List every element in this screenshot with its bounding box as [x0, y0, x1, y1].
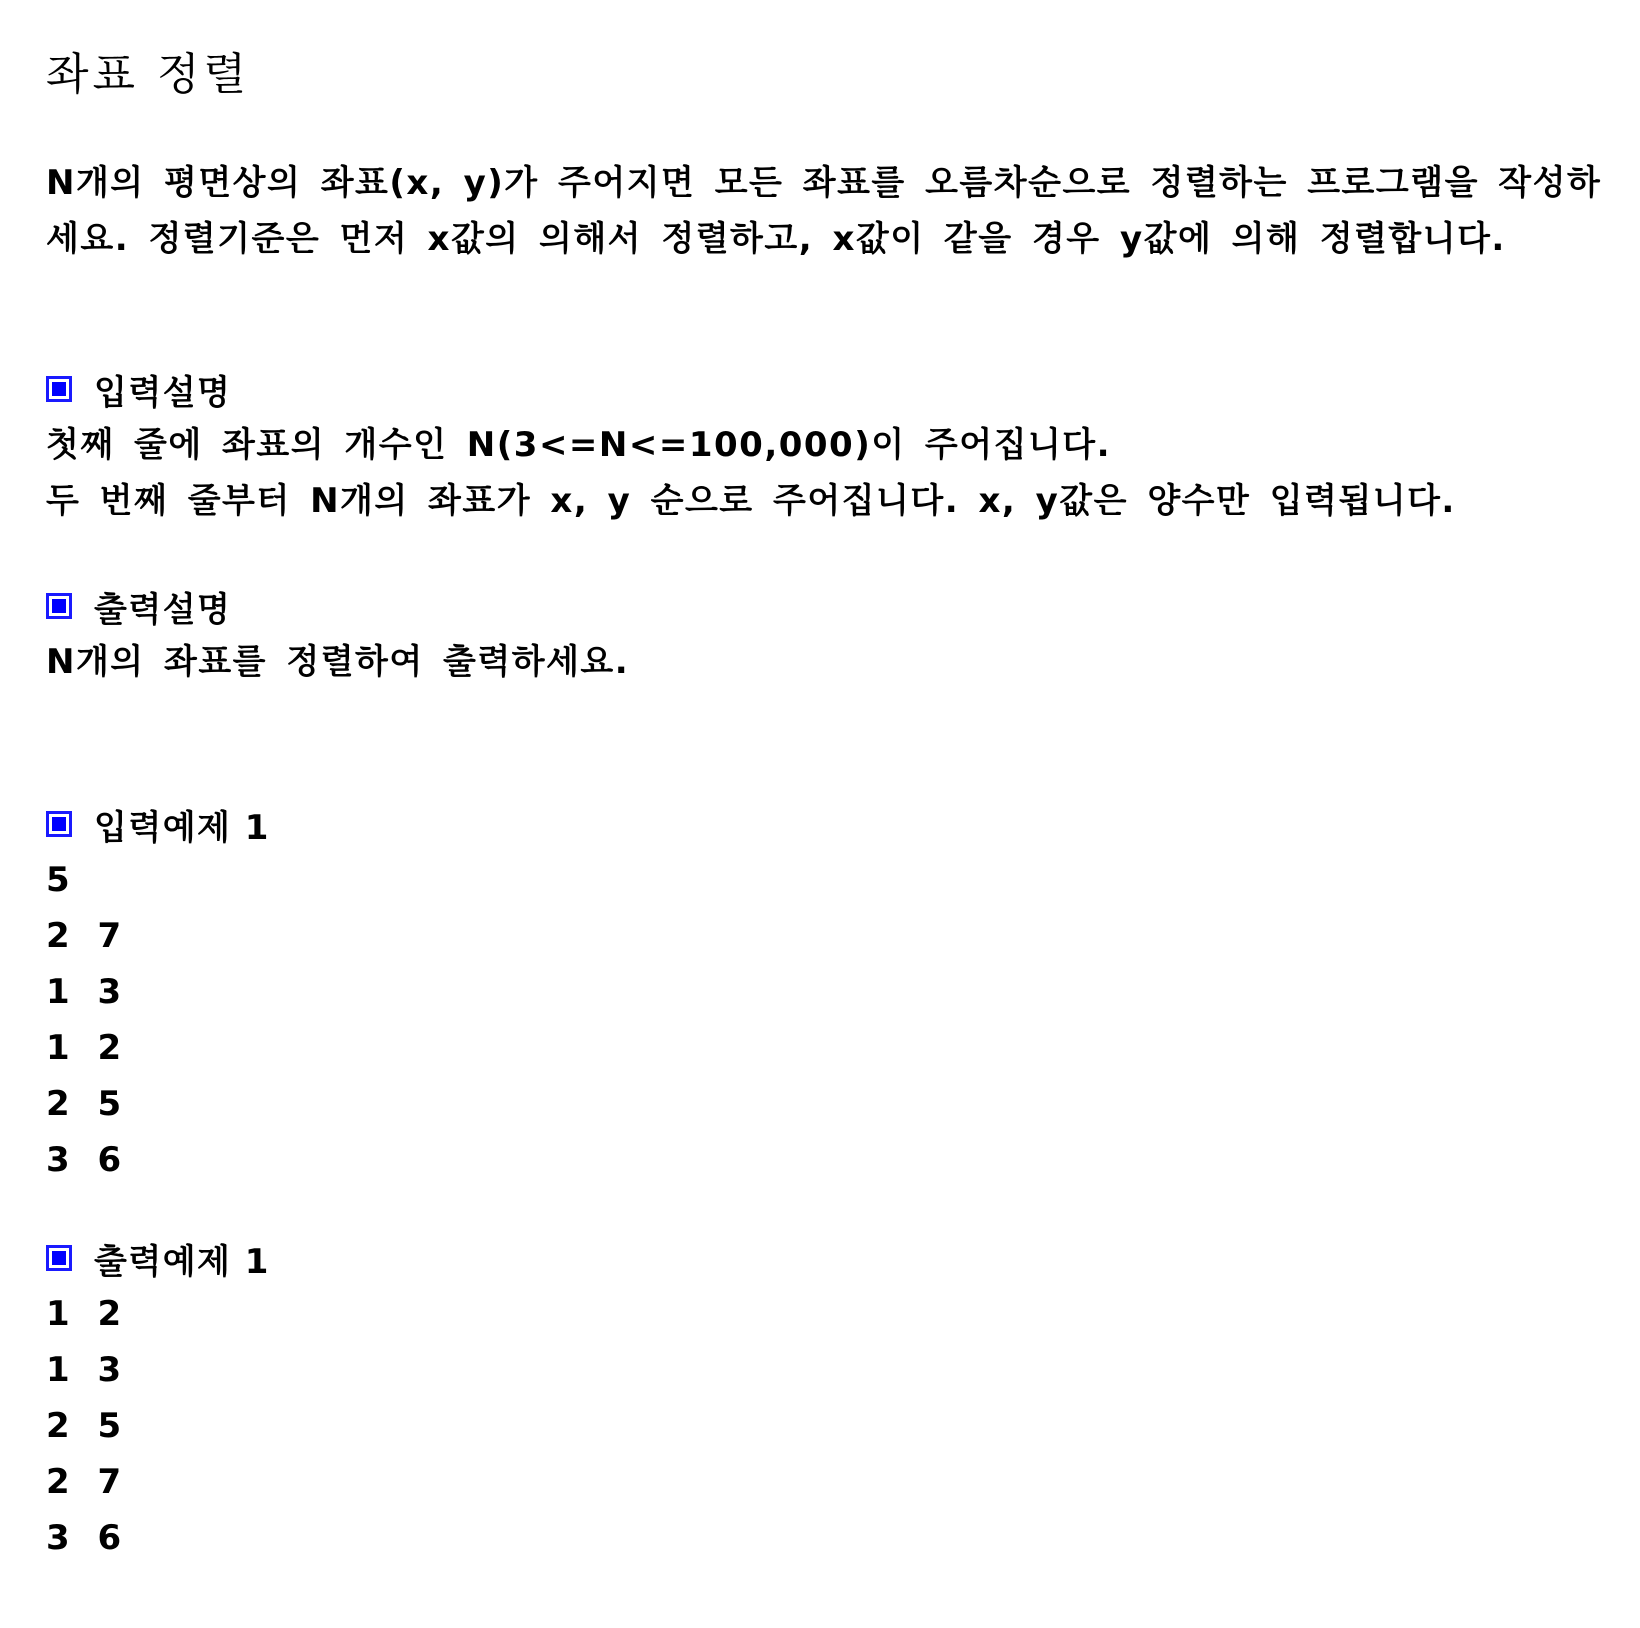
section-heading-label: 출력예제 1: [94, 1241, 270, 1282]
problem-title: 좌표 정렬: [46, 49, 251, 101]
output-description-section: [46, 578, 1616, 690]
input-example-line: 1 3: [46, 972, 128, 1012]
input-description-line: 두 번째 줄부터 N개의 좌표가 x, y 순으로 주어집니다. x, y값은 양수만 입력됩니다.: [46, 481, 1456, 521]
section-heading: [46, 796, 1616, 852]
input-example-section: [46, 796, 1616, 1188]
blue-square-bullet-icon: [46, 811, 72, 837]
input-example-line: 1 2: [46, 1028, 128, 1068]
output-description-line: N개의 좌표를 정렬하여 출력하세요.: [46, 642, 630, 682]
blue-square-bullet-icon: [46, 593, 72, 619]
output-example-line: 1 2: [46, 1294, 128, 1334]
problem-description: [46, 155, 1616, 267]
input-example-line: 2 5: [46, 1084, 128, 1124]
section-heading: [46, 578, 1616, 634]
input-example-line: 5: [46, 860, 76, 900]
output-example-line: 1 3: [46, 1350, 128, 1390]
blue-square-bullet-icon: [46, 376, 72, 402]
input-description-line: 첫째 줄에 좌표의 개수인 N(3<=N<=100,000)이 주어집니다.: [46, 425, 1112, 465]
description-line: N개의 평면상의 좌표(x, y)가 주어지면 모든 좌표를 오름차순으로 정렬하는 프로그램을 작성하: [46, 163, 1602, 203]
blue-square-bullet-icon: [46, 1245, 72, 1271]
input-description-section: [46, 361, 1616, 529]
section-heading: [46, 361, 1616, 417]
section-heading-label: 입력설명: [94, 372, 232, 413]
output-example-section: [46, 1230, 1616, 1566]
output-example-line: 2 5: [46, 1406, 128, 1446]
output-example-line: 3 6: [46, 1518, 128, 1558]
description-line: 세요. 정렬기준은 먼저 x값의 의해서 정렬하고, x값이 같을 경우 y값에 의해 정렬합니다.: [46, 219, 1506, 259]
section-heading: [46, 1230, 1616, 1286]
output-example-line: 2 7: [46, 1462, 128, 1502]
section-heading-label: 출력설명: [94, 589, 232, 630]
section-heading-label: 입력예제 1: [94, 807, 270, 848]
input-example-line: 3 6: [46, 1140, 128, 1180]
input-example-line: 2 7: [46, 916, 128, 956]
